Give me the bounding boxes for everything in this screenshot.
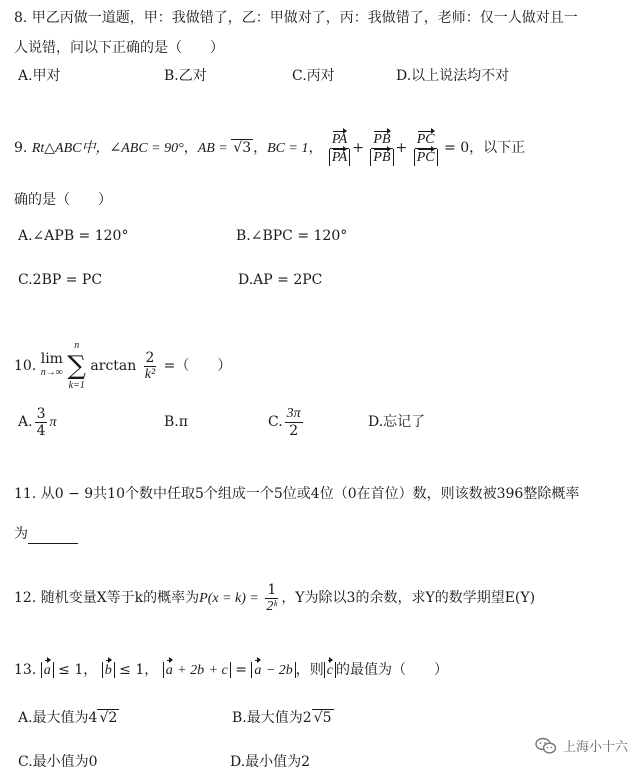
wechat-icon bbox=[535, 737, 557, 755]
q8-option-b: B.乙对 bbox=[164, 68, 207, 84]
q9-eq-zero: = 0 bbox=[444, 140, 470, 156]
q9-option-a: A.∠APB = 120° bbox=[18, 228, 129, 244]
q9-bc: BC = 1 bbox=[267, 141, 309, 156]
q11-line1: 11. 从0 − 9共10个数中任取5个组成一个5位或4位（0在首位）数，则该数被396整除概率 bbox=[14, 486, 580, 502]
q9-sqrt3: √3 bbox=[233, 140, 252, 156]
q9-number: 9. bbox=[14, 140, 28, 156]
q8-line2: 人说错，问以下正确的是（ ） bbox=[14, 40, 224, 56]
q9-option-b: B.∠BPC = 120° bbox=[236, 228, 348, 244]
q9-option-c: C.2BP = PC bbox=[18, 272, 103, 288]
q9-angle: ∠ABC = 90° bbox=[109, 141, 184, 156]
q10-sum: n ∑ k=1 bbox=[67, 340, 86, 391]
watermark bbox=[535, 736, 628, 755]
q10-option-a: A. $\frac{3}{4}$ π bbox=[18, 405, 57, 439]
q9-frac-pb: $\frac{PB}{PB}$ bbox=[370, 131, 393, 166]
q9-tail: ，以下正 bbox=[469, 140, 526, 156]
q10-limit: lim n→∞ bbox=[40, 351, 63, 378]
q10-arctan: arctan bbox=[90, 358, 137, 374]
q13-option-b: B.最大值为2 √5 bbox=[232, 710, 332, 726]
q13-option-a: A.最大值为4 √2 bbox=[18, 710, 118, 726]
q8-option-a: A.甲对 bbox=[18, 68, 61, 84]
q13-line: 13. a ≤ 1， b ≤ 1， a + 2b + c = a − 2b ，则 c 的最值为（ ） bbox=[14, 660, 448, 681]
q10-option-c: C. $\frac{3\pi}{2}$ bbox=[268, 405, 301, 439]
q10-option-d: D.忘记了 bbox=[368, 414, 426, 430]
q8-line1: 8. 甲乙丙做一道题，甲：我做错了，乙：甲做对了，丙：我做错了，老师：仅一人做对且一 bbox=[14, 10, 578, 26]
q8-option-d: D.以上说法均不对 bbox=[396, 68, 510, 84]
q9-rt: Rt bbox=[31, 141, 45, 156]
q12-line: 12. 随机变量X等于k的概率为P(x = k) = $\frac{1}{\text{2ᵏ}}$ ，Y为除以3的余数，求Y的数学期望E(Y) bbox=[14, 581, 536, 614]
q13-option-d: D.最小值为2 bbox=[230, 754, 311, 770]
watermark-text: 上海小十六 bbox=[562, 740, 628, 755]
q9-ab: AB = bbox=[197, 141, 232, 156]
q11-line2: 为 bbox=[14, 524, 78, 544]
q11-answer-blank bbox=[28, 529, 78, 544]
q9-line1: 9. Rt△ABC中，∠ABC = 90°，AB = √3 ，BC = 1， $\frac{PA}{PA}$ + $\frac{PB}{PB}$ + $\frac{PC}{PC}$ = 0，以下正 bbox=[14, 131, 526, 165]
q8-option-c: C.丙对 bbox=[292, 68, 335, 84]
q9-frac-pc: $\frac{PC}{PC}$ bbox=[414, 131, 438, 166]
q10-line1 bbox=[14, 340, 231, 392]
q9-option-d: D.AP = 2PC bbox=[238, 272, 323, 288]
q12-fraction: $\frac{1}{\text{2ᵏ}}$ bbox=[266, 581, 278, 614]
q10-option-b: B.π bbox=[164, 414, 188, 430]
q10-tail: =（ ） bbox=[163, 358, 232, 374]
q13-option-c: C.最小值为0 bbox=[18, 754, 98, 770]
q9-frac-pa: $\frac{PA}{PA}$ bbox=[329, 131, 350, 166]
q10-fraction: $\frac{2}{\text{k²}}$ bbox=[144, 349, 156, 382]
q9-triangle: △ABC中， bbox=[44, 141, 110, 156]
q9-line2: 确的是（ ） bbox=[14, 192, 112, 208]
q10-number: 10. bbox=[14, 358, 37, 374]
